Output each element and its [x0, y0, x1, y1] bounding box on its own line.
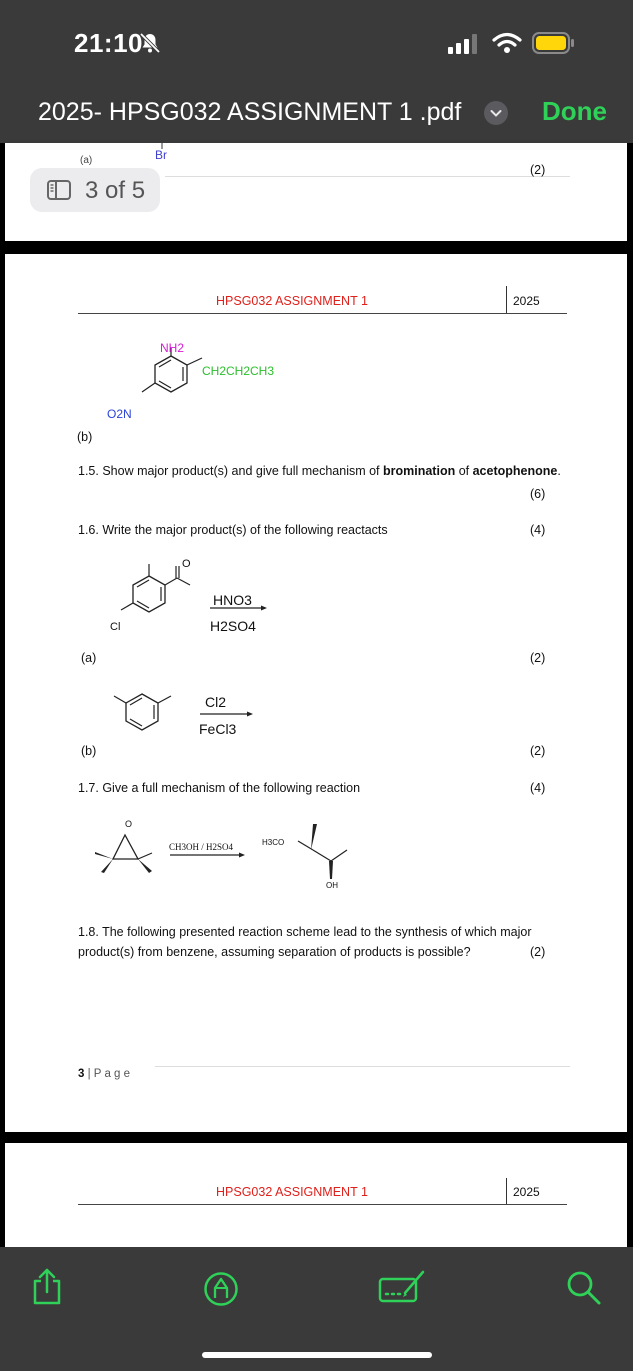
page-footer: 3 | P a g e	[78, 1068, 131, 1080]
next-header-rule	[78, 1204, 567, 1205]
silent-bell-icon	[138, 31, 162, 55]
search-icon[interactable]	[565, 1269, 603, 1307]
signature-icon[interactable]	[378, 1269, 428, 1305]
br-label: Br	[155, 148, 167, 162]
page-header-year: 2025	[513, 294, 540, 308]
wifi-icon	[492, 32, 522, 54]
header-rule	[78, 313, 567, 314]
markup-icon[interactable]	[203, 1271, 239, 1307]
nh2-label: NH2	[160, 341, 185, 355]
next-page-header-title: HPSG032 ASSIGNMENT 1	[216, 1185, 368, 1199]
partial-item-label: (a)	[80, 155, 93, 166]
document-title[interactable]: 2025- HPSG032 ASSIGNMENT 1 .pdf	[38, 98, 462, 126]
next-header-separator	[506, 1178, 507, 1205]
top-bar	[0, 0, 633, 143]
page-indicator-label: 3 of 5	[85, 177, 146, 204]
marks-1-7: (4)	[530, 781, 546, 795]
marks-label: (2)	[530, 163, 546, 177]
epoxide-reaction-scheme	[85, 819, 365, 894]
battery-icon	[532, 31, 576, 55]
marks-rxn-a: (2)	[530, 651, 546, 665]
item-label-b: (b)	[77, 430, 93, 444]
bond-line	[160, 143, 164, 149]
hydroxyl-label: OH	[326, 881, 338, 890]
m-xylene-structure	[105, 682, 265, 752]
home-indicator[interactable]	[202, 1352, 432, 1358]
marks-1-8: (2)	[530, 945, 546, 959]
footer-rule	[155, 1066, 570, 1067]
next-page-header-year: 2025	[513, 1185, 540, 1199]
marks-rxn-b: (2)	[530, 744, 546, 758]
reagent-hno3: HNO3	[213, 592, 252, 608]
pdf-page-next	[5, 1143, 627, 1247]
item-label-b2: (b)	[81, 744, 97, 758]
title-menu-button[interactable]	[484, 101, 508, 125]
chloro-label: Cl	[110, 621, 121, 633]
divider-line	[165, 176, 570, 177]
question-1-8-line2: product(s) from benzene, assuming separation of products is possible?	[78, 945, 471, 959]
question-1-8-line1: 1.8. The following presented reaction scheme lead to the synthesis of which major	[78, 925, 532, 939]
share-icon[interactable]	[30, 1267, 64, 1307]
page-indicator[interactable]	[30, 168, 160, 212]
pdf-page-current	[5, 254, 627, 1132]
question-1-5: 1.5. Show major product(s) and give full mechanism of bromination of acetophenone.	[78, 464, 561, 478]
item-label-a: (a)	[81, 651, 97, 665]
epoxide-o-label: O	[125, 819, 133, 829]
header-separator	[506, 286, 507, 314]
reagent-h2so4: H2SO4	[210, 618, 256, 634]
sidebar-icon	[47, 180, 71, 200]
done-button[interactable]: Done	[542, 96, 607, 126]
marks-1-6: (4)	[530, 523, 546, 537]
nitro-label: O2N	[107, 407, 132, 421]
page-header-title: HPSG032 ASSIGNMENT 1	[216, 294, 368, 308]
reagent-fecl3: FeCl3	[199, 721, 237, 737]
carbonyl-o-label: O	[182, 558, 191, 570]
reagent-ch3oh-h2so4: CH3OH / H2SO4	[169, 842, 234, 852]
propyl-chain-label: CH2CH2CH3	[202, 364, 275, 378]
status-time: 21:10	[74, 28, 143, 58]
question-1-7: 1.7. Give a full mechanism of the following reaction	[78, 781, 361, 795]
marks-1-5: (6)	[530, 487, 546, 501]
cellular-signal-icon	[448, 34, 482, 54]
chevron-down-icon	[484, 101, 508, 125]
reagent-cl2: Cl2	[205, 694, 227, 710]
question-1-6: 1.6. Write the major product(s) of the following reactacts	[78, 523, 388, 537]
methoxy-label: H3CO	[262, 838, 285, 847]
